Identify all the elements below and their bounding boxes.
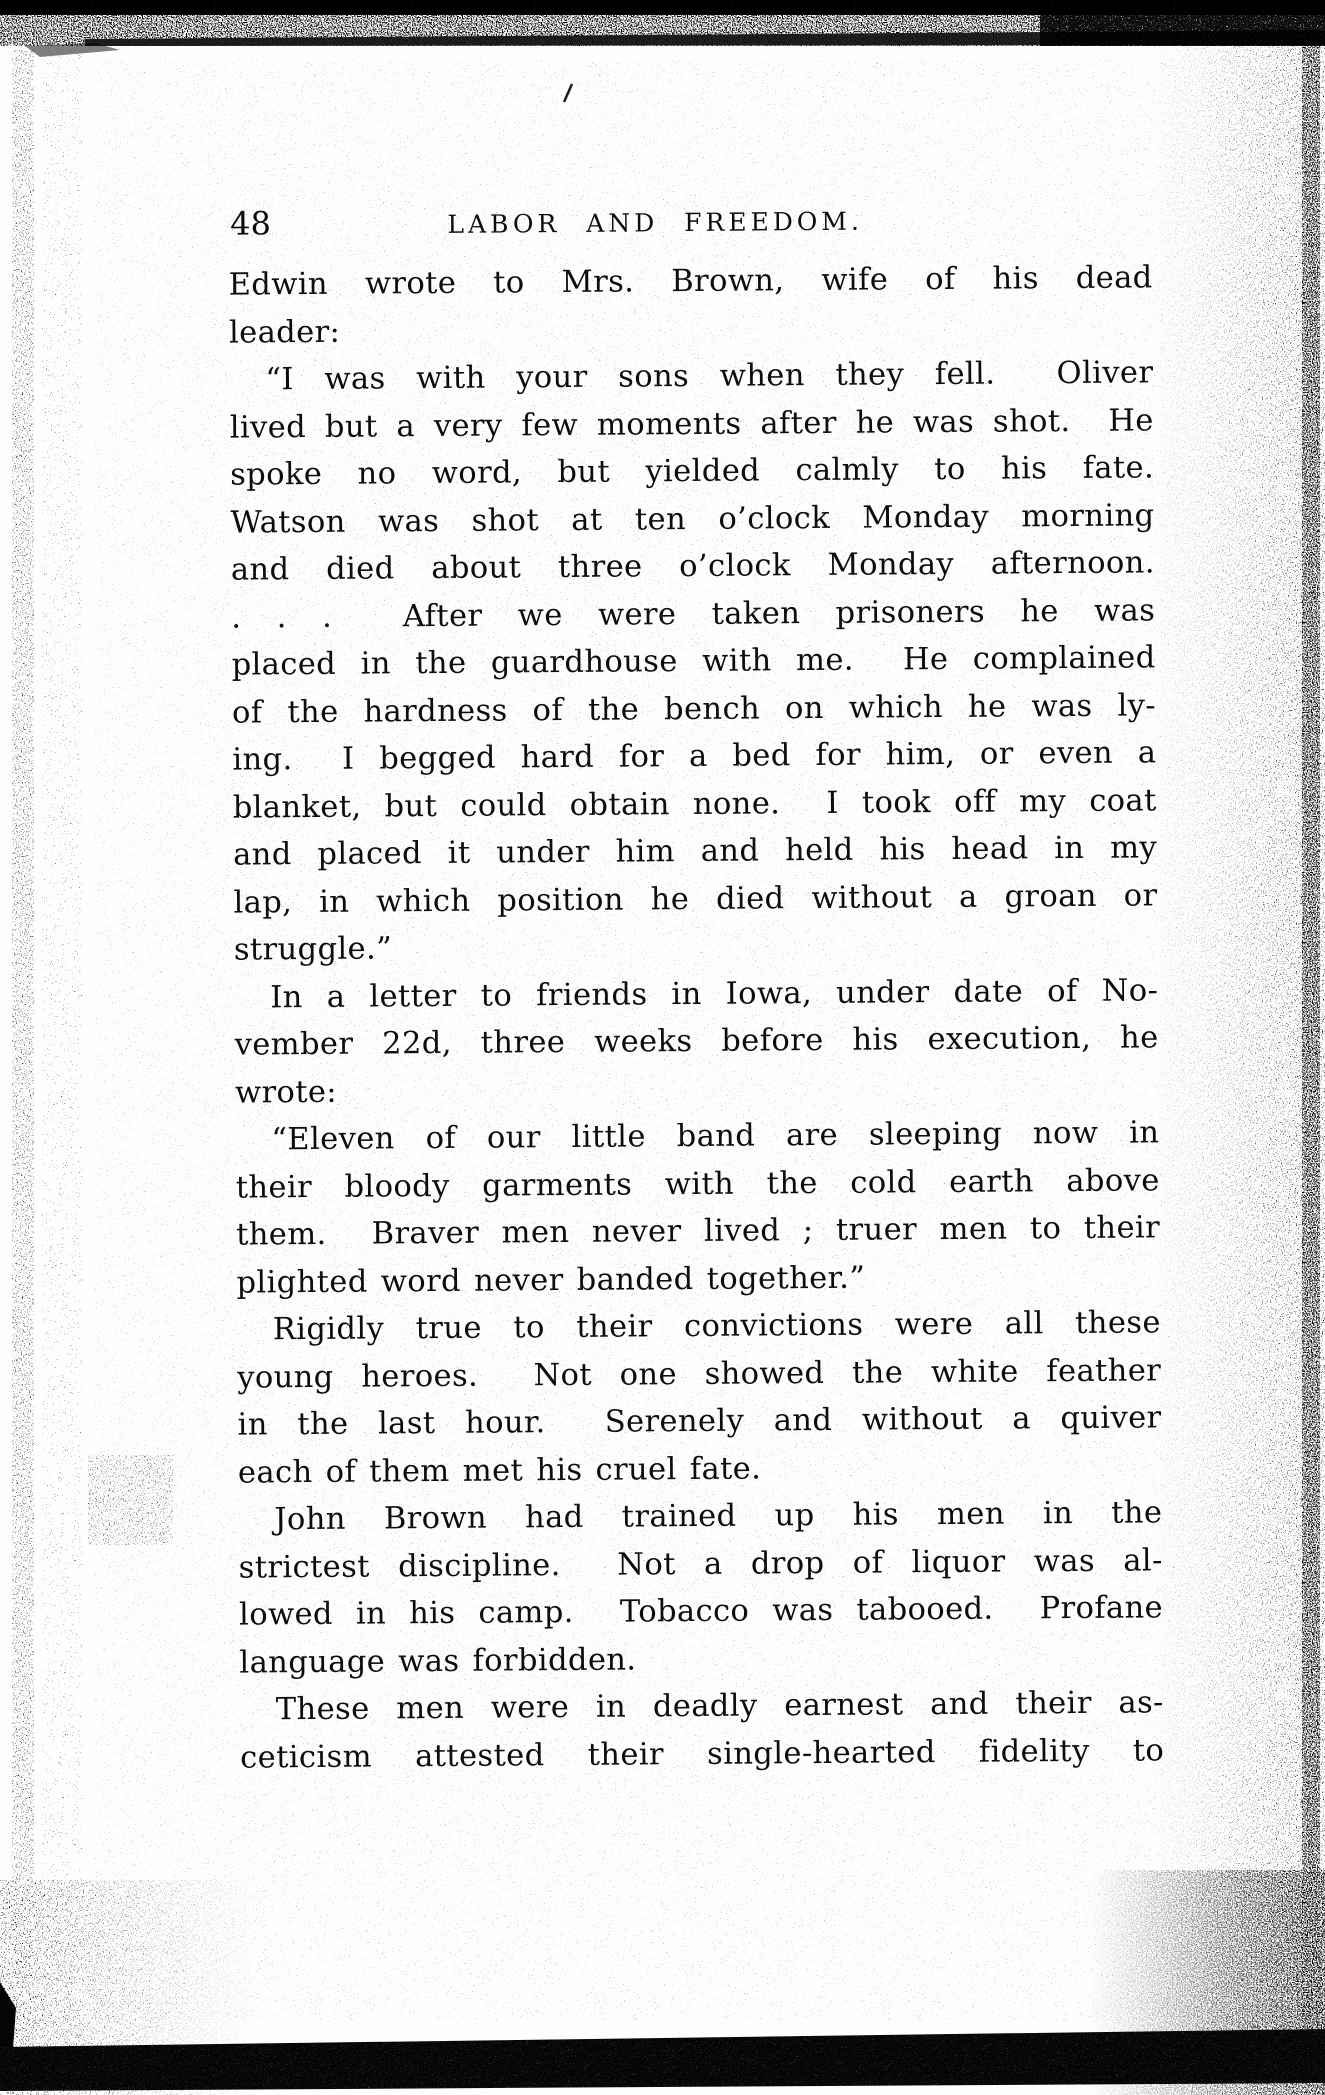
text-line: their bloody garments with the cold earth above	[235, 1162, 1160, 1206]
running-header-title: LABOR AND FREEDOM.	[447, 206, 864, 239]
text-line: young heroes. Not one showed the white feather	[237, 1352, 1162, 1396]
text-line: lowed in his camp. Tobacco was tabooed. Profane	[238, 1590, 1164, 1633]
text-line: placed in the guardhouse with me. He complained	[231, 640, 1156, 683]
text-line: in the last hour. Serenely and without a quiver	[237, 1400, 1162, 1443]
left-edge-noise	[12, 50, 82, 2040]
text-line: Edwin wrote to Mrs. Brown, wife of his dead	[228, 260, 1153, 303]
text-line: spoke no word, but yielded calmly to his fate.	[230, 450, 1155, 493]
text-line: strictest discipline. Not a drop of liquor was al-	[238, 1542, 1163, 1586]
text-line: each of them met his cruel fate.	[237, 1450, 762, 1491]
text-line: plighted word never banded together.”	[236, 1260, 866, 1301]
text-line: In a letter to friends in Iowa, under date of No-	[270, 972, 1159, 1015]
text-line: Watson was shot at ten o’clock Monday morning	[230, 497, 1155, 541]
text-line: “I was with your sons when they fell. Oliver	[265, 355, 1154, 398]
text-line: lap, in which position he died without a groan or	[233, 877, 1158, 921]
text-line: wrote:	[234, 1074, 338, 1111]
text-line: lived but a very few moments after he was shot. He	[229, 402, 1154, 446]
text-line: and placed it under him and held his head in my	[232, 830, 1158, 873]
text-line: struggle.”	[233, 931, 393, 968]
text-line: Rigidly true to their convictions were all these	[272, 1305, 1161, 1348]
printed-content	[228, 196, 1164, 1781]
text-line: blanket, but could obtain none. I took off my coat	[232, 782, 1157, 826]
text-line: These men were in deadly earnest and their as-	[275, 1685, 1164, 1728]
text-line: ceticism attested their single-hearted fidelity to	[240, 1732, 1165, 1776]
text-line: . . . After we were taken prisoners he was	[231, 592, 1156, 636]
text-line: language was forbidden.	[239, 1641, 637, 1681]
text-line: and died about three o’clock Monday afternoon.	[230, 545, 1156, 588]
text-line: leader:	[228, 314, 341, 351]
text-line: vember 22d, three weeks before his execution, he	[234, 1020, 1159, 1063]
running-head	[228, 196, 1152, 249]
text-line: John Brown had trained up his men in the	[274, 1495, 1163, 1538]
text-line: of the hardness of the bench on which he was ly-	[231, 687, 1157, 731]
page-number: 48	[230, 204, 272, 243]
page-body	[228, 254, 1164, 1781]
text-line: them. Braver men never lived ; truer men to their	[235, 1210, 1161, 1253]
text-line: “Eleven of our little band are sleeping now in	[271, 1115, 1160, 1158]
text-line: ing. I begged hard for a bed for him, or even a	[232, 735, 1157, 778]
top-scan-band	[0, 0, 1325, 57]
